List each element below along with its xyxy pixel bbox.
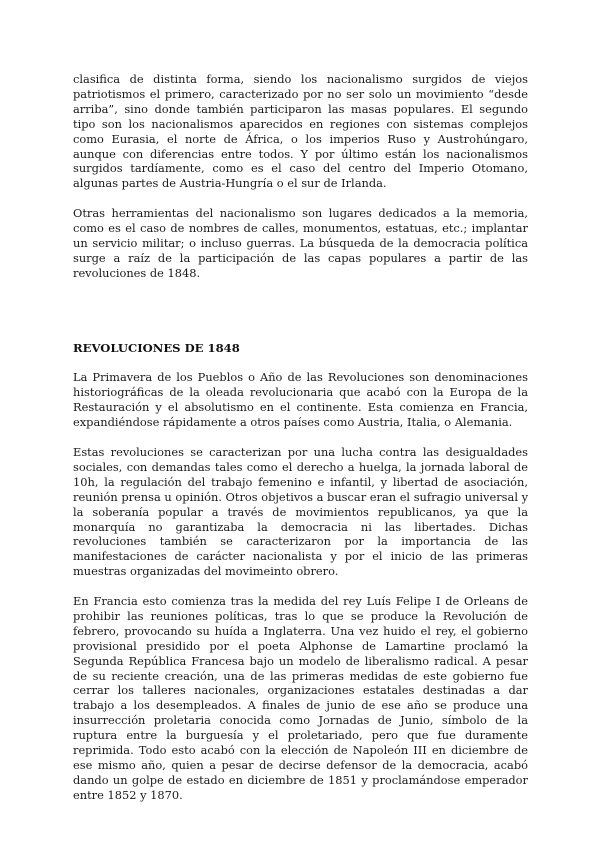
paragraph-nationalism-tools: Otras herramientas del nacionalismo son lugares dedicados a la memoria, como es el caso de nombres de calles, monumentos, estatuas, etc.; implantar un servicio militar; o incluso guerras. La búsqueda de la democracia política surge a raíz de la participación de las capas populares a partir de las revoluciones de 1848. bbox=[73, 206, 528, 280]
paragraph-nationalism-types: clasifica de distinta forma, siendo los nacionalismo surgidos de viejos patriotismos el primero, caracterizado por no ser solo un movimiento “desde arriba”, sino donde también participaron las masas populares. El segundo tipo son los nacionalismos aparecidos en regiones con sistemas complejos como Eurasia, el norte de África, o los imperios Ruso y Austrohúngaro, aunque con diferencias entre todos. Y por último están los nacionalismos surgidos tardíamente, como es el caso del centro del Imperio Otomano, algunas partes de Austria-Hungría o el sur de Irlanda. bbox=[73, 72, 528, 191]
paragraph-france: En Francia esto comienza tras la medida del rey Luís Felipe I de Orleans de prohibir las reuniones políticas, tras lo que se produce la Revolución de febrero, provocando su huída a Inglaterra. Una vez huido el rey, el gobierno provisional presidido por el poeta Alphonse de Lamartine proclamó la Segunda República Francesa bajo un modelo de liberalismo radical. A pesar de su reciente creación, una de las primeras medidas de este gobierno fue cerrar los talleres nacionales, organizaciones estatales destinadas a dar trabajo a los desempleados. A finales de junio de ese año se produce una insurrección proletaria conocida como Jornadas de Junio, símbolo de la ruptura entre la burguesía y el proletariado, pero que fue duramente reprimida. Todo esto acabó con la elección de Napoleón III en diciembre de ese mismo año, quien a pesar de decirse defensor de la democracia, acabó dando un golpe de estado en diciembre de 1851 y proclamándose emperador entre 1852 y 1870. bbox=[73, 594, 528, 802]
document-page bbox=[73, 72, 528, 803]
paragraph-primavera-pueblos: La Primavera de los Pueblos o Año de las Revoluciones son denominaciones historiográficas de la oleada revolucionaria que acabó con la Europa de la Restauración y el absolutismo en el continente. Esta comienza en Francia, expandiéndose rápidamente a otros países como Austria, Italia, o Alemania. bbox=[73, 370, 528, 430]
paragraph-revolution-characteristics: Estas revoluciones se caracterizan por una lucha contra las desigualdades sociales, con demandas tales como el derecho a huelga, la jornada laboral de 10h, la regulación del trabajo femenino e infantil, y libertad de asociación, reunión prensa u opinión. Otros objetivos a buscar eran el sufragio universal y la soberanía popular a través de movimientos republicanos, ya que la monarquía no garantizaba la democracia ni las libertades. Dichas revoluciones también se caracterizaron por la importancia de las manifestaciones de carácter nacionalista y por el inicio de las primeras muestras organizadas del movimeinto obrero. bbox=[73, 444, 529, 579]
section-heading: REVOLUCIONES DE 1848 bbox=[73, 340, 240, 355]
